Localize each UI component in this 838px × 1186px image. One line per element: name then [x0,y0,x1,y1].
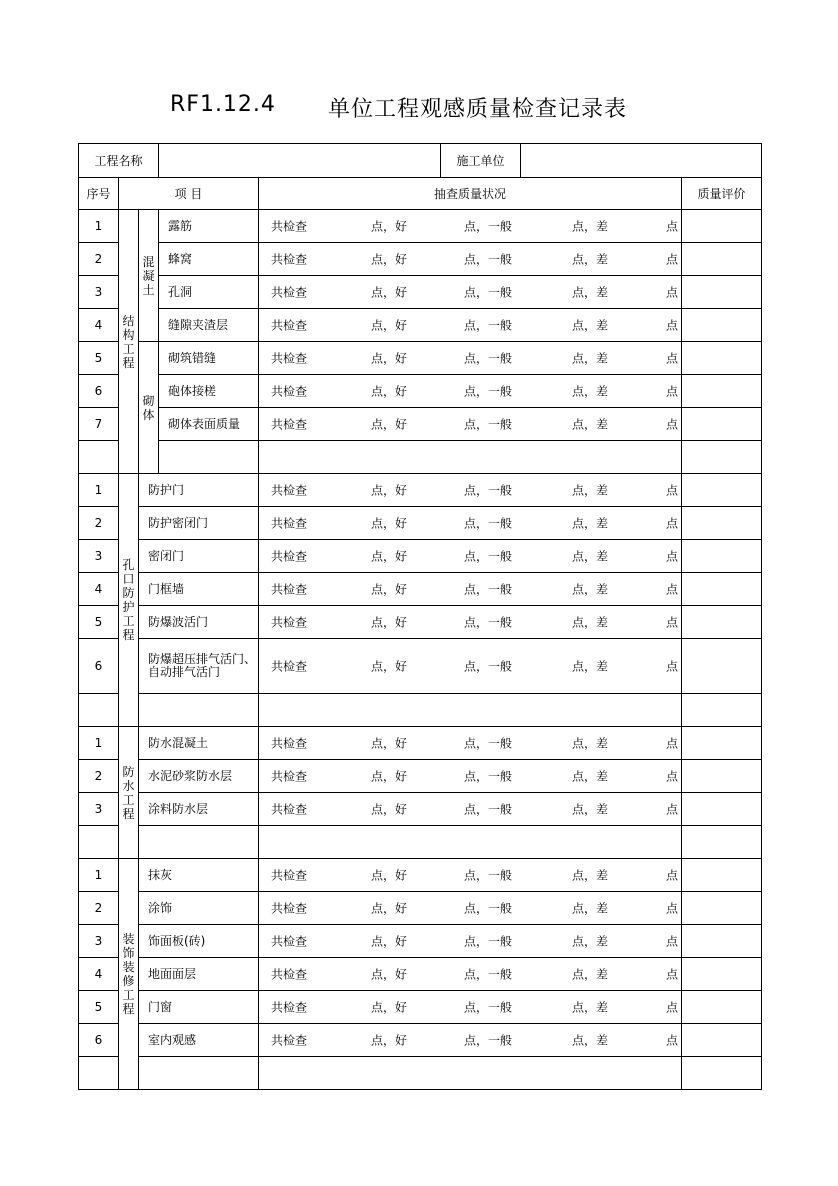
check-part-label: 共检查 [271,901,308,916]
check-part-label: 点，好 [371,252,408,267]
check-status-cell[interactable] [259,243,682,276]
rating-cell[interactable] [682,210,762,243]
check-part-label: 共检查 [271,582,308,597]
table-row [79,1057,762,1090]
item-name-cell: 密闭门 [139,540,259,573]
check-part-label: 共检查 [271,252,308,267]
check-part-label: 点，差 [572,868,609,883]
rating-cell[interactable] [682,309,762,342]
table-row [79,859,762,892]
table-row [79,210,762,243]
check-part-label: 点 [666,868,679,883]
check-status-cell[interactable] [259,573,682,606]
item-name-cell: 防水混凝土 [139,727,259,760]
check-part-label: 共检查 [271,417,308,432]
item-name-cell: 水泥砂浆防水层 [139,760,259,793]
table-row [79,1024,762,1057]
seq-cell [79,1057,119,1090]
check-part-label: 共检查 [271,615,308,630]
check-part-label: 点，好 [371,901,408,916]
item-name-cell: 门框墙 [139,573,259,606]
check-part-label: 点，差 [572,483,609,498]
seq-cell: 1 [79,859,119,892]
table-row [79,925,762,958]
check-status-cell[interactable] [259,474,682,507]
group-label: 孔口防护工程 [119,474,139,727]
check-part-label: 点，一般 [464,549,513,564]
check-status-cell[interactable] [259,540,682,573]
seq-cell: 5 [79,606,119,639]
rating-cell[interactable] [682,760,762,793]
check-part-label: 共检查 [271,549,308,564]
check-part-label: 点，差 [572,219,609,234]
group-label: 结构工程 [119,210,139,474]
check-part-label: 点，好 [371,659,408,674]
check-status-cell[interactable] [259,991,682,1024]
item-name-cell: 防护密闭门 [139,507,259,540]
seq-cell: 1 [79,727,119,760]
table-row [79,639,762,694]
rating-cell[interactable] [682,375,762,408]
check-part-label: 点，一般 [464,285,513,300]
check-status-cell[interactable] [259,925,682,958]
check-part-label: 点，好 [371,582,408,597]
table-row [79,309,762,342]
check-part-label: 共检查 [271,285,308,300]
check-part-label: 点，差 [572,901,609,916]
check-part-label: 点，一般 [464,219,513,234]
table-row [79,276,762,309]
rating-header: 质量评价 [682,178,762,210]
seq-cell: 2 [79,243,119,276]
table-row [79,573,762,606]
check-part-label: 点，好 [371,615,408,630]
check-status-cell[interactable] [259,441,682,474]
check-part-label: 点 [666,901,679,916]
rating-cell[interactable] [682,1057,762,1090]
check-part-label: 点，差 [572,736,609,751]
seq-cell: 2 [79,760,119,793]
check-part-label: 点 [666,769,679,784]
check-part-label: 点，好 [371,1000,408,1015]
check-part-label: 点，好 [371,417,408,432]
check-part-label: 点 [666,1033,679,1048]
check-part-label: 点，好 [371,967,408,982]
table-row [79,958,762,991]
check-part-label: 点，一般 [464,351,513,366]
check-part-label: 点 [666,351,679,366]
check-status-cell[interactable] [259,760,682,793]
check-status-cell[interactable] [259,507,682,540]
check-part-label: 点，差 [572,615,609,630]
check-part-label: 点，一般 [464,417,513,432]
check-part-label: 共检查 [271,967,308,982]
check-part-label: 点 [666,516,679,531]
check-part-label: 点 [666,1000,679,1015]
rating-cell[interactable] [682,573,762,606]
rating-cell[interactable] [682,727,762,760]
item-name-cell [139,694,259,727]
check-part-label: 共检查 [271,1033,308,1048]
check-part-label: 点 [666,252,679,267]
check-status-cell[interactable] [259,694,682,727]
check-part-label: 点，差 [572,351,609,366]
check-part-label: 点 [666,219,679,234]
check-part-label: 点，一般 [464,901,513,916]
check-part-label: 共检查 [271,868,308,883]
seq-header: 序号 [79,178,119,210]
check-part-label: 点 [666,659,679,674]
item-name-cell [139,1057,259,1090]
check-status-cell[interactable] [259,408,682,441]
rating-cell[interactable] [682,694,762,727]
check-status-cell[interactable] [259,1024,682,1057]
check-part-label: 点，一般 [464,615,513,630]
check-part-label: 点，一般 [464,516,513,531]
check-part-label: 点，好 [371,736,408,751]
rating-cell[interactable] [682,507,762,540]
item-name-cell: 防护门 [139,474,259,507]
table-row [79,793,762,826]
seq-cell: 3 [79,793,119,826]
item-name-cell: 缝隙夹渣层 [159,309,259,342]
rating-cell[interactable] [682,276,762,309]
check-part-label: 点，差 [572,318,609,333]
rating-cell[interactable] [682,342,762,375]
check-status-cell[interactable] [259,958,682,991]
check-part-label: 点，差 [572,252,609,267]
rating-cell[interactable] [682,859,762,892]
check-part-label: 点，一般 [464,967,513,982]
seq-cell: 4 [79,958,119,991]
group-label: 防水工程 [119,727,139,859]
rating-cell[interactable] [682,639,762,694]
table-row [79,474,762,507]
check-part-label: 共检查 [271,736,308,751]
check-part-label: 点 [666,615,679,630]
check-status-cell[interactable] [259,276,682,309]
item-header: 项 目 [119,178,259,210]
subgroup-label: 砌体 [139,342,159,474]
item-name-cell: 涂料防水层 [139,793,259,826]
seq-cell [79,441,119,474]
rating-cell[interactable] [682,408,762,441]
check-part-label: 共检查 [271,516,308,531]
rating-cell[interactable] [682,958,762,991]
table-row [79,243,762,276]
seq-cell: 4 [79,573,119,606]
check-part-label: 点，好 [371,219,408,234]
check-part-label: 共检查 [271,659,308,674]
check-part-label: 点，好 [371,934,408,949]
check-status-cell[interactable] [259,606,682,639]
table-row [79,540,762,573]
check-status-cell[interactable] [259,210,682,243]
rating-cell[interactable] [682,925,762,958]
seq-cell: 4 [79,309,119,342]
check-header: 抽查质量状况 [259,178,682,210]
seq-cell: 1 [79,474,119,507]
check-part-label: 点，一般 [464,868,513,883]
item-name-cell: 抹灰 [139,859,259,892]
contractor-label: 施工单位 [441,144,521,178]
table-row [79,727,762,760]
rating-cell[interactable] [682,540,762,573]
item-name-cell: 涂饰 [139,892,259,925]
item-name-cell: 蜂窝 [159,243,259,276]
seq-cell: 3 [79,925,119,958]
rating-cell[interactable] [682,793,762,826]
check-part-label: 点，好 [371,802,408,817]
check-part-label: 共检查 [271,351,308,366]
form-name: 单位工程观感质量检查记录表 [328,97,628,122]
table-row [79,441,762,474]
check-part-label: 点 [666,736,679,751]
seq-cell: 5 [79,342,119,375]
check-part-label: 共检查 [271,219,308,234]
rating-cell[interactable] [682,826,762,859]
item-name-cell: 门窗 [139,991,259,1024]
check-part-label: 点，差 [572,516,609,531]
group-label: 装饰装修工程 [119,859,139,1090]
seq-cell: 3 [79,276,119,309]
check-part-label: 点，好 [371,351,408,366]
table-row [79,507,762,540]
check-part-label: 点，差 [572,582,609,597]
item-name-cell [139,826,259,859]
check-part-label: 点，好 [371,1033,408,1048]
rating-cell[interactable] [682,991,762,1024]
inspection-table [78,177,762,1090]
check-part-label: 点，一般 [464,582,513,597]
item-name-cell: 砲体接槎 [159,375,259,408]
check-part-label: 点，一般 [464,934,513,949]
check-part-label: 点，好 [371,868,408,883]
table-row [79,892,762,925]
check-part-label: 点，差 [572,549,609,564]
item-name-cell [159,441,259,474]
contractor-field[interactable] [521,144,762,178]
check-part-label: 点，差 [572,659,609,674]
seq-cell: 2 [79,892,119,925]
check-status-cell[interactable] [259,892,682,925]
check-status-cell[interactable] [259,342,682,375]
check-part-label: 点，好 [371,318,408,333]
check-part-label: 点，一般 [464,659,513,674]
rating-cell[interactable] [682,892,762,925]
rating-cell[interactable] [682,606,762,639]
check-part-label: 点，差 [572,967,609,982]
check-part-label: 共检查 [271,934,308,949]
check-part-label: 点，一般 [464,1033,513,1048]
seq-cell: 6 [79,1024,119,1057]
item-name-cell: 饰面板(砖) [139,925,259,958]
project-name-field[interactable] [159,144,441,178]
check-part-label: 共检查 [271,769,308,784]
check-part-label: 点，一般 [464,802,513,817]
table-row [79,342,762,375]
seq-cell: 6 [79,375,119,408]
check-part-label: 点 [666,384,679,399]
rating-cell[interactable] [682,1024,762,1057]
check-part-label: 点，一般 [464,736,513,751]
check-part-label: 点，差 [572,1033,609,1048]
item-name-cell: 砌筑错缝 [159,342,259,375]
item-name-cell: 防爆波活门 [139,606,259,639]
check-part-label: 点 [666,934,679,949]
check-status-cell[interactable] [259,859,682,892]
check-part-label: 点，一般 [464,769,513,784]
item-name-cell: 地面面层 [139,958,259,991]
check-part-label: 点，好 [371,384,408,399]
table-row [79,408,762,441]
table-row [79,375,762,408]
check-part-label: 点 [666,285,679,300]
seq-cell: 6 [79,639,119,694]
check-status-cell[interactable] [259,727,682,760]
check-status-cell[interactable] [259,309,682,342]
table-row [79,991,762,1024]
check-status-cell[interactable] [259,1057,682,1090]
seq-cell: 1 [79,210,119,243]
item-name-cell: 孔洞 [159,276,259,309]
check-part-label: 共检查 [271,1000,308,1015]
rating-cell[interactable] [682,441,762,474]
seq-cell: 7 [79,408,119,441]
table-row [79,760,762,793]
check-part-label: 点，好 [371,285,408,300]
check-part-label: 点 [666,483,679,498]
check-part-label: 点，差 [572,285,609,300]
rating-cell[interactable] [682,243,762,276]
check-part-label: 共检查 [271,802,308,817]
check-part-label: 点 [666,967,679,982]
project-name-label: 工程名称 [79,144,159,178]
check-part-label: 共检查 [271,318,308,333]
check-part-label: 点 [666,582,679,597]
subgroup-label: 混凝土 [139,210,159,342]
check-part-label: 点，一般 [464,252,513,267]
item-name-cell: 防爆超压排气活门、自动排气活门 [139,639,259,694]
item-name-cell: 室内观感 [139,1024,259,1057]
table-row [79,606,762,639]
table-row [79,694,762,727]
check-part-label: 共检查 [271,384,308,399]
check-part-label: 点，差 [572,1000,609,1015]
seq-cell [79,694,119,727]
check-status-cell[interactable] [259,826,682,859]
item-name-cell: 露筋 [159,210,259,243]
check-part-label: 点，差 [572,934,609,949]
check-part-label: 点 [666,802,679,817]
check-part-label: 点，好 [371,516,408,531]
seq-cell: 2 [79,507,119,540]
check-status-cell[interactable] [259,639,682,694]
check-part-label: 点，差 [572,769,609,784]
check-part-label: 共检查 [271,483,308,498]
item-name-cell: 砌体表面质量 [159,408,259,441]
check-part-label: 点 [666,549,679,564]
check-status-cell[interactable] [259,793,682,826]
check-part-label: 点，好 [371,549,408,564]
form-code: RF1.12.4 [170,92,276,117]
seq-cell [79,826,119,859]
table-row [79,826,762,859]
check-part-label: 点，差 [572,417,609,432]
seq-cell: 3 [79,540,119,573]
check-part-label: 点，差 [572,802,609,817]
check-part-label: 点，好 [371,769,408,784]
check-part-label: 点 [666,417,679,432]
check-part-label: 点，一般 [464,318,513,333]
check-part-label: 点，一般 [464,1000,513,1015]
check-part-label: 点，差 [572,384,609,399]
project-info-table [78,143,762,178]
check-part-label: 点，好 [371,483,408,498]
check-status-cell[interactable] [259,375,682,408]
check-part-label: 点 [666,318,679,333]
seq-cell: 5 [79,991,119,1024]
rating-cell[interactable] [682,474,762,507]
check-part-label: 点，一般 [464,483,513,498]
check-part-label: 点，一般 [464,384,513,399]
